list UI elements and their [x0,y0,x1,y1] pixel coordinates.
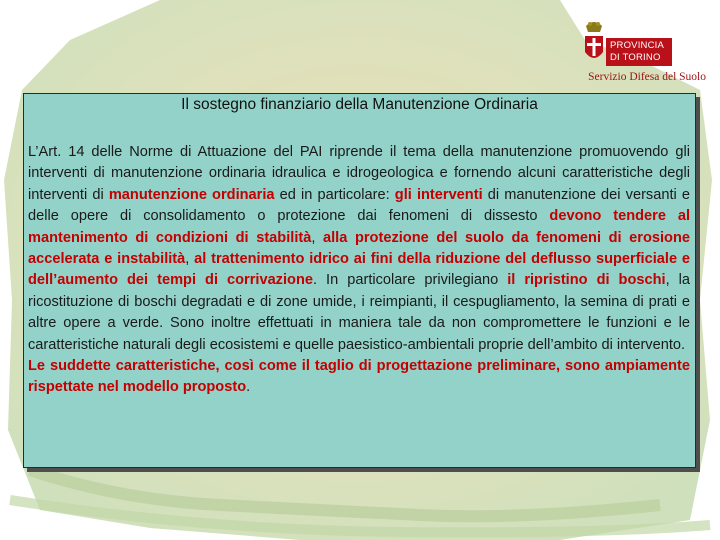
provincia-logo [582,18,674,68]
body-text-segment: , [185,251,195,268]
body-text-segment: . In particolare privilegiano [312,272,508,289]
highlighted-text: il ripristino di boschi [507,272,666,289]
body-paragraph [28,142,690,399]
highlighted-text: devono tendere al mantenimento di condizioni di stabilità [28,208,690,246]
body-text-segment: L’Art. 14 delle Norme di Attuazione del PAI riprende il tema della manutenzione promuovendo gli interventi di manutenzione ordinaria idraulica e idrogeologica e fornendo alcuni caratteristiche degli interventi di [28,144,690,203]
highlighted-text: al trattenimento idrico ai fini della riduzione del deflusso superficiale e dell’aumento dei tempi di corrivazione [28,251,690,289]
highlighted-text: alla protezione del suolo da fenomeni di erosione accelerata e instabilità [28,229,691,268]
body-text-segment: di manutenzione dei versanti e delle opere di consolidamento o protezione dai fenomeni di dissesto [28,186,690,225]
service-label: Servizio Difesa del Suolo [588,71,706,83]
highlighted-text: gli interventi [394,186,483,203]
body-text-segment: , la ricostituzione di boschi degradati e di zone umide, i reimpianti, il cespugliamento, la semina di prati e altre opere a verde. Sono inoltre effettuati in maniera tale da non compromettere le funzioni e le caratteristiche naturali degli ecosistemi e quelle paesistico-ambientali proprie dell’ambito di intervento. [28,272,690,353]
content-panel [23,93,696,468]
logo-line-2: DI TORINO [610,52,661,63]
highlighted-text: manutenzione ordinaria [108,186,275,203]
highlighted-text: Le suddette caratteristiche, così come il taglio di progettazione preliminare, sono ampiamente rispettate nel modello proposto [28,358,690,396]
logo-wordmark [606,38,672,66]
body-text-segment: ed in particolare: [274,186,395,203]
logo-line-1: PROVINCIA [610,40,665,51]
slide-title: Il sostegno finanziario della Manutenzione Ordinaria [181,96,538,113]
body-text-segment: . [246,379,251,396]
provincia-crest-icon [582,18,606,66]
body-text-segment: , [311,229,324,246]
